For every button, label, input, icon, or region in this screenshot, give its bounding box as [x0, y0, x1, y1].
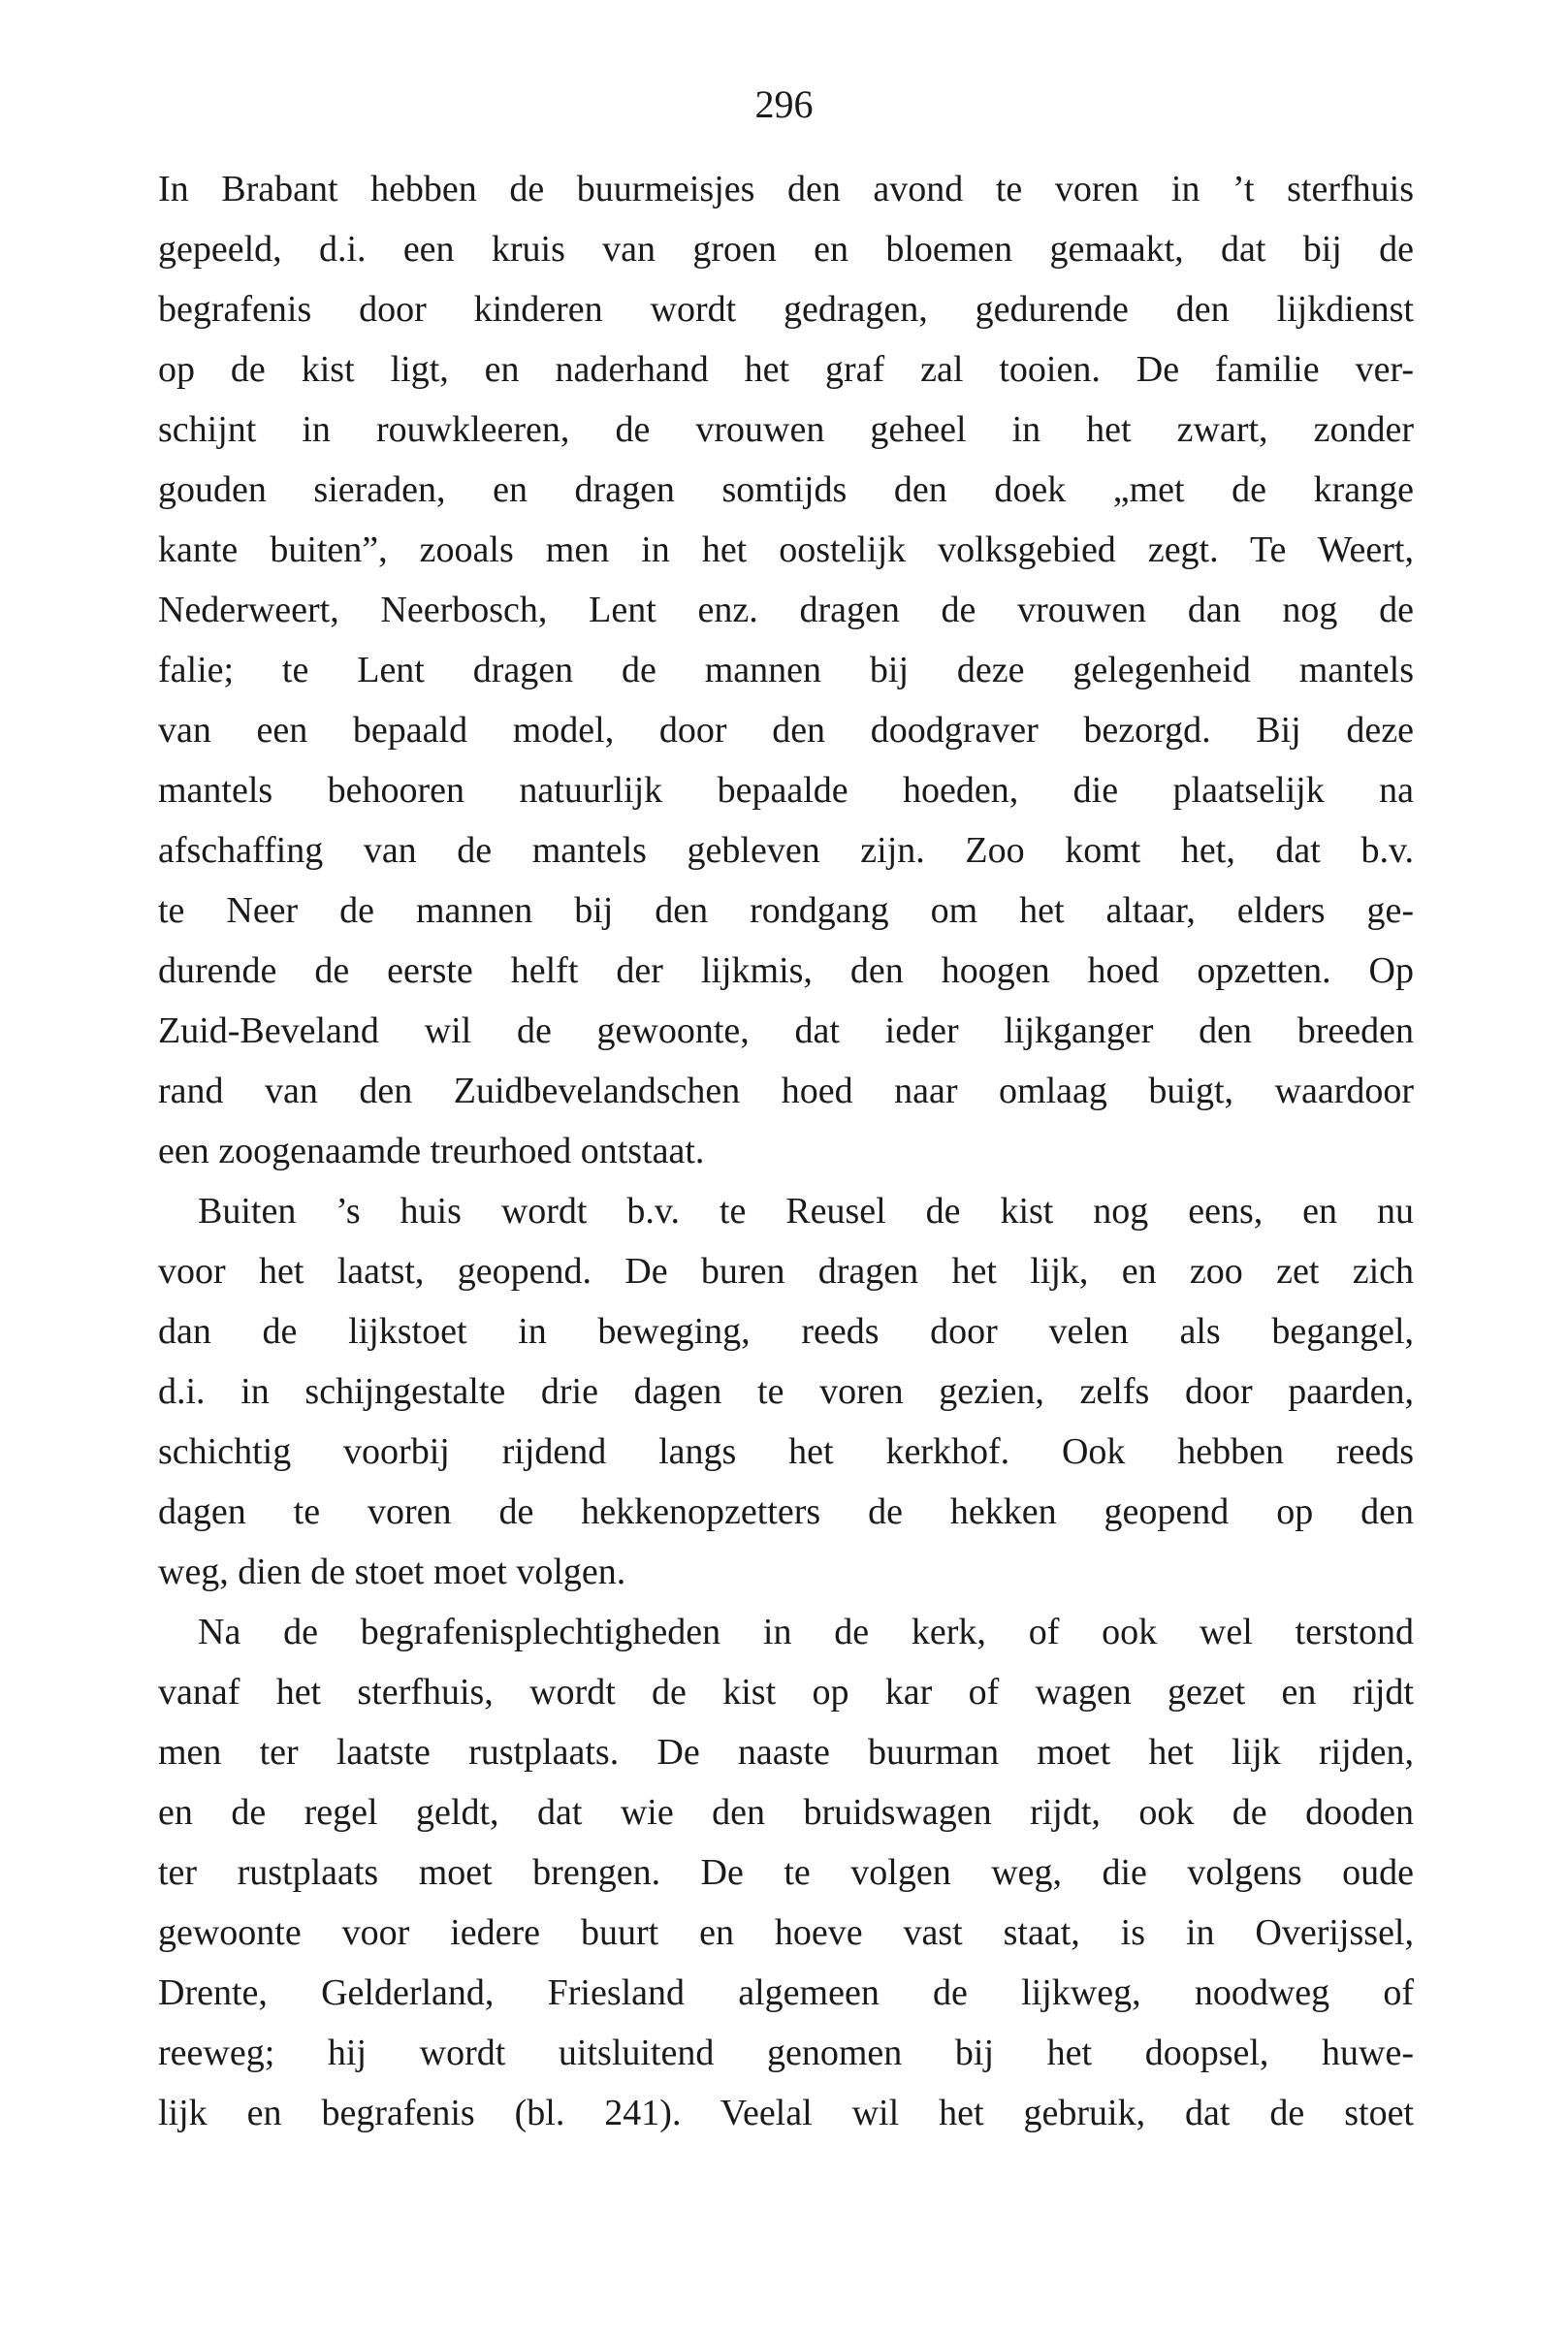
text-line: schichtig voorbij rijdend langs het kerkhof. Ook hebben reeds — [158, 1431, 1414, 1472]
text-line: een zoogenaamde treurhoed ontstaat. — [158, 1131, 705, 1171]
text-line: te Neer de mannen bij den rondgang om het altaar, elders ge- — [158, 890, 1414, 931]
text-line: vanaf het sterfhuis, wordt de kist op kar of wagen gezet en rijdt — [158, 1672, 1414, 1713]
text-line: dan de lijkstoet in beweging, reeds door velen als begangel, — [158, 1311, 1414, 1352]
text-line: gewoonte voor iedere buurt en hoeve vast staat, is in Overijssel, — [158, 1912, 1414, 1953]
text-line: men ter laatste rustplaats. De naaste buurman moet het lijk rijden, — [158, 1732, 1414, 1773]
text-line: reeweg; hij wordt uitsluitend genomen bij het doopsel, huwe- — [158, 2033, 1414, 2073]
text-line: ter rustplaats moet brengen. De te volgen weg, die volgens oude — [158, 1852, 1414, 1893]
text-line: schijnt in rouwkleeren, de vrouwen geheel in het zwart, zonder — [158, 409, 1414, 450]
text-line: van een bepaald model, door den doodgraver bezorgd. Bij deze — [158, 710, 1414, 751]
text-line: In Brabant hebben de buurmeisjes den avond te voren in ’t sterfhuis — [158, 169, 1414, 209]
text-line: Buiten ’s huis wordt b.v. te Reusel de kist nog eens, en nu — [198, 1191, 1414, 1232]
text-line: afschaffing van de mantels gebleven zijn. Zoo komt het, dat b.v. — [158, 830, 1414, 871]
text-line: en de regel geldt, dat wie den bruidswagen rijdt, ook de dooden — [158, 1792, 1414, 1833]
text-line: d.i. in schijngestalte drie dagen te voren gezien, zelfs door paarden, — [158, 1371, 1414, 1412]
text-line: gouden sieraden, en dragen somtijds den doek „met de krange — [158, 469, 1414, 510]
text-line: durende de eerste helft der lijkmis, den hoogen hoed opzetten. Op — [158, 950, 1414, 991]
body-text — [158, 159, 1414, 2143]
text-line: Drente, Gelderland, Friesland algemeen de lijkweg, noodweg of — [158, 1972, 1414, 2013]
text-line: Zuid-Beveland wil de gewoonte, dat ieder lijkganger den breeden — [158, 1010, 1414, 1051]
text-line: lijk en begrafenis (bl. 241). Veelal wil het gebruik, dat de stoet — [158, 2093, 1414, 2133]
text-line: mantels behooren natuurlijk bepaalde hoeden, die plaatselijk na — [158, 770, 1414, 811]
page-number: 296 — [754, 82, 814, 126]
text-line: begrafenis door kinderen wordt gedragen, gedurende den lijkdienst — [158, 289, 1414, 330]
text-line: kante buiten”, zooals men in het oostelijk volksgebied zegt. Te Weert, — [158, 529, 1414, 570]
text-line: gepeeld, d.i. een kruis van groen en bloemen gemaakt, dat bij de — [158, 229, 1414, 270]
text-line: rand van den Zuidbevelandschen hoed naar omlaag buigt, waardoor — [158, 1071, 1414, 1111]
text-line: weg, dien de stoet moet volgen. — [158, 1552, 626, 1592]
text-line: falie; te Lent dragen de mannen bij deze gelegenheid mantels — [158, 650, 1414, 690]
text-line: Nederweert, Neerbosch, Lent enz. dragen de vrouwen dan nog de — [158, 590, 1414, 630]
text-line: Na de begrafenisplechtigheden in de kerk, of ook wel terstond — [198, 1612, 1414, 1652]
text-line: voor het laatst, geopend. De buren dragen het lijk, en zoo zet zich — [158, 1251, 1414, 1292]
text-line: dagen te voren de hekkenopzetters de hekken geopend op den — [158, 1491, 1414, 1532]
text-line: op de kist ligt, en naderhand het graf zal tooien. De familie ver- — [158, 349, 1414, 390]
